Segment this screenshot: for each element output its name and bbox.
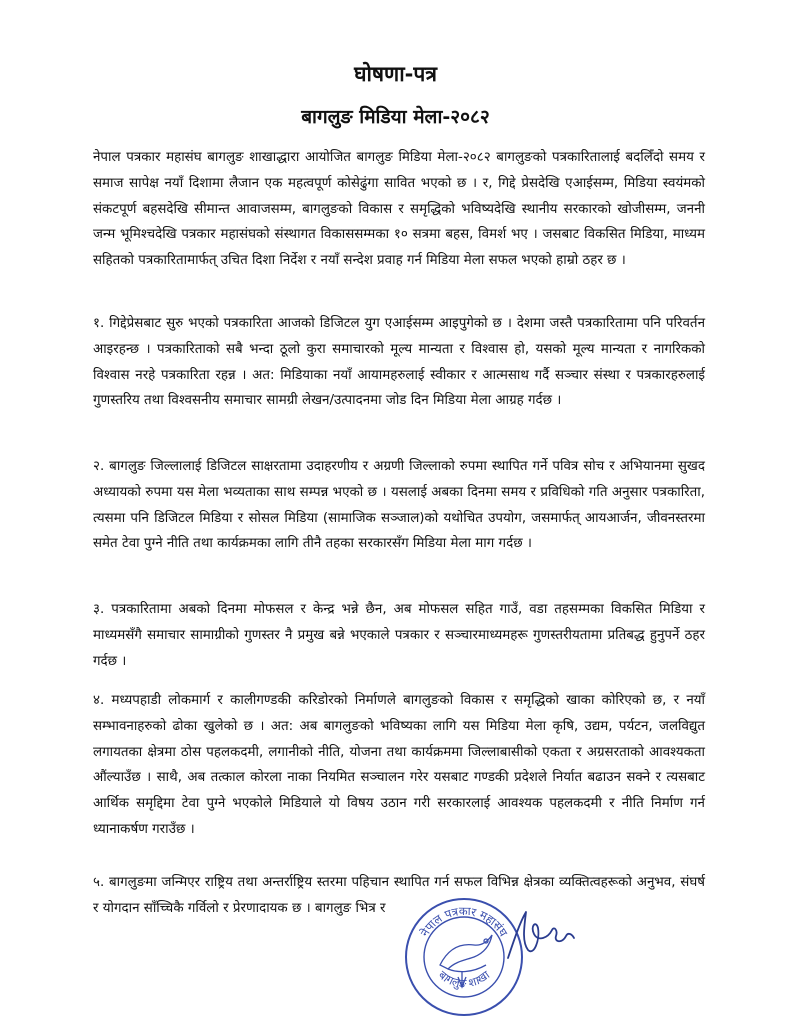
intro-paragraph: नेपाल पत्रकार महासंघ बागलुङ शाखाद्धारा आयोजित बागलुङ मिडिया मेला-२०८२ बागलुङको पत्रकारितालाई बदलिँदो समय र समाज सापेक्ष नयाँ दिशामा लैजान एक महत्वपूर्ण कोसेढुंगा सावित भएको छ । र, गिद्दे प्रेसदेखि एआईसम्म, मिडिया स्वयंमको संकटपूर्ण बहसदेखि सीमान्त आवाजसम्म, बागलुङको विकास र समृद्धिको भविष्यदेखि स्थानीय सरकारको खोजीसम्म, जननी जन्म भूमिश्चदेखि पत्रकार महासंघको संस्थागत विकाससम्मका १० सत्रमा बहस, विमर्श भए । जसबाट विकसित मिडिया, माध्यम सहितको पत्रकारितामार्फत् उचित दिशा निर्देश र नयाँ सन्देश प्रवाह गर्न मिडिया मेला सफल भएको हाम्रो ठहर छ ।: [93, 150, 705, 269]
handwritten-signature: [500, 900, 580, 970]
stamp-top-text: नेपाल पत्रकार महासंघ: [417, 903, 511, 939]
point-5-paragraph: ५. बागलुङमा जन्मिएर राष्ट्रिय तथा अन्तर्राष्ट्रिय स्तरमा पहिचान स्थापित गर्न सफल विभिन्न क्षेत्रका व्यक्तित्वहरूको अनुभव, संघर्ष र योगदान साँच्चिकै गर्विलो र प्रेरणादायक छ । बागलुङ भित्र र: [93, 875, 705, 916]
document-subtitle: बागलुङ मिडिया मेला-२०८२: [301, 106, 490, 128]
point-3-paragraph: ३. पत्रकारितामा अबको दिनमा मोफसल र केन्द्र भन्ने छैन, अब मोफसल सहित गाउँ, वडा तहसम्मका विकसित मिडिया र माध्यमसँगै समाचार सामाग्रीको गुणस्तर नै प्रमुख बन्ने भएकाले पत्रकार र सञ्चारमाध्यमहरू गुणस्तरीयतामा प्रतिबद्ध हुनुपर्ने ठहर गर्दछ ।: [93, 602, 705, 669]
point-4-paragraph: ४. मध्यपहाडी लोकमार्ग र कालीगण्डकी करिडोरको निर्माणले बागलुङको विकास र समृद्धिको खाका कोरिएको छ, र नयाँ सम्भावनाहरुको ढोका खुलेको छ । अत: अब बागलुङको भविष्यका लागि यस मिडिया मेला कृषि, उद्यम, पर्यटन, जलविद्युत लगायतका क्षेत्रमा ठोस पहलकदमी, लगानीको नीति, योजना तथा कार्यक्रममा जिल्लाबासीको एकता र अग्रसरताको आवश्यकता औंल्याउँछ । साथै, अब तत्काल कोरला नाका नियमित सञ्चालन गरेर यसबाट गण्डकी प्रदेशले निर्यात बढाउन सक्ने र त्यसबाट आर्थिक समृद्दिमा टेवा पुग्ने भएकोले मिडियाले यो विषय उठान गरी सरकारलाई आवश्यक पहलकदमी र नीति निर्माण गर्न ध्यानाकर्षण गराउँछ ।: [93, 693, 705, 837]
document-title: घोषणा-पत्र: [354, 62, 437, 86]
point-2-paragraph: २. बागलुङ जिल्लालाई डिजिटल साक्षरतामा उदाहरणीय र अग्रणी जिल्लाको रुपमा स्थापित गर्ने पवित्र सोच र अभियानमा सुखद अध्यायको रुपमा यस मेला भव्यताका साथ सम्पन्न भएको छ । यसलाई अबका दिनमा समय र प्रविधिको गति अनुसार पत्रकारिता, त्यसमा पनि डिजिटल मिडिया र सोसल मिडिया (सामाजिक सञ्जाल)को यथोचित उपयोग, जसमार्फत् आयआर्जन, जीवनस्तरमा समेत टेवा पुग्ने नीति तथा कार्यक्रमका लागि तीनै तहका सरकारसँग मिडिया मेला माग गर्दछ ।: [93, 459, 705, 552]
stamp-bottom-text: बागलुङ शाखा: [435, 967, 493, 991]
point-1-paragraph: १. गिद्देप्रेसबाट सुरु भएको पत्रकारिता आजको डिजिटल युग एआईसम्म आइपुगेको छ । देशमा जस्तै पत्रकारितामा पनि परिवर्तन आइरहन्छ । पत्रकारिताको सबै भन्दा ठूलो कुरा समाचारको मूल्य मान्यता र विश्वास हो, यसको मूल्य मान्यता र नागरिकको विश्वास नरहे पत्रकारिता रहन्न । अत: मिडियाका नयाँ आयामहरुलाई स्वीकार र आत्मसाथ गर्दै सञ्चार संस्था र पत्रकारहरुलाई गुणस्तरिय तथा विश्वसनीय समाचार सामग्री लेखन/उत्पादनमा जोड दिन मिडिया मेला आग्रह गर्दछ ।: [93, 316, 705, 409]
